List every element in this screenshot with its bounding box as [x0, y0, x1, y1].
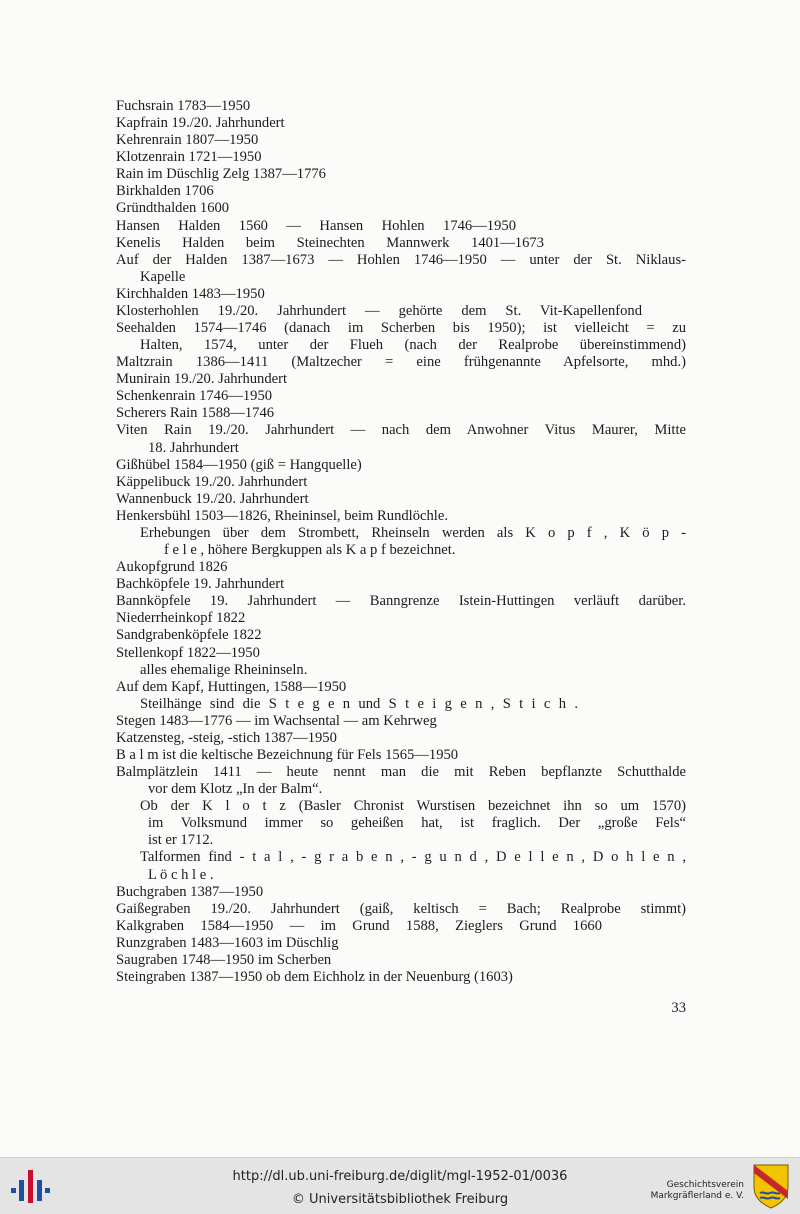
text-line: Halten, 1574, unter der Flueh (nach der Realprobe übereinstimmend) [140, 337, 686, 354]
text-line: Bachköpfele 19. Jahrhundert [116, 576, 285, 593]
text-line: Sandgrabenköpfele 1822 [116, 627, 262, 644]
text-line: Rain im Düschlig Zelg 1387—1776 [116, 166, 326, 183]
text-line: Gißhübel 1584—1950 (giß = Hangquelle) [116, 456, 362, 473]
text-line: Ob der K l o t z (Basler Chronist Wurstisen bezeichnet ihn so um 1570) [140, 798, 686, 815]
text-line: im Volksmund immer so geheißen hat, ist fraglich. Der „große Fels“ [148, 815, 686, 832]
text-line: Wannenbuck 19./20. Jahrhundert [116, 490, 309, 507]
text-line: vor dem Klotz „In der Balm“. [148, 781, 323, 798]
text-line: Gründthalden 1600 [116, 200, 230, 217]
text-line: Saugraben 1748—1950 im Scherben [116, 951, 332, 968]
text-line: Auf dem Kapf, Huttingen, 1588—1950 [116, 678, 347, 695]
text-line: Käppelibuck 19./20. Jahrhundert [116, 473, 308, 490]
text-line: Kirchhalden 1483—1950 [116, 285, 265, 302]
text-line: alles ehemalige Rheininseln. [140, 661, 308, 678]
text-line: Niederrheinkopf 1822 [116, 610, 246, 627]
text-line: Aukopfgrund 1826 [116, 559, 228, 576]
text-line: Erhebungen über dem Strombett, Rheinseln werden als K o p f , K ö p - [140, 524, 686, 541]
text-line: Buchgraben 1387—1950 [116, 883, 264, 900]
text-line: Auf der Halden 1387—1673 — Hohlen 1746—1950 — unter der St. Niklaus- [116, 251, 686, 268]
text-line: Talformen find - t a l , - g r a b e n , - g u n d , D e l l e n , D o h l e n , [140, 849, 686, 866]
text-line: Steingraben 1387—1950 ob dem Eichholz in der Neuenburg (1603) [116, 968, 513, 985]
text-line: Birkhalden 1706 [116, 183, 214, 200]
text-line: Stegen 1483—1776 — im Wachsental — am Kehrweg [116, 712, 437, 729]
footer-url-link[interactable]: http://dl.ub.uni-freiburg.de/diglit/mgl-1952-01/0036 [232, 1169, 568, 1184]
text-line: Kenelis Halden beim Steinechten Mannwerk 1401—1673 [116, 234, 544, 251]
text-line: Balmplätzlein 1411 — heute nennt man die mit Reben bepflanzte Schutthalde [116, 764, 686, 781]
text-line: Munirain 19./20. Jahrhundert [116, 371, 288, 388]
text-line: Fuchsrain 1783—1950 [116, 98, 251, 114]
text-line: 18. Jahrhundert [148, 439, 239, 456]
text-line: Hansen Halden 1560 — Hansen Hohlen 1746—1950 [116, 217, 516, 234]
text-line: Kapfrain 19./20. Jahrhundert [116, 115, 285, 132]
text-line: Kapelle [140, 268, 186, 285]
text-line: Stellenkopf 1822—1950 [116, 644, 260, 661]
text-line: Scherers Rain 1588—1746 [116, 405, 275, 422]
text-line: Kehrenrain 1807—1950 [116, 132, 259, 149]
text-line: Maltzrain 1386—1411 (Maltzecher = eine frühgenannte Apfelsorte, mhd.) [116, 354, 686, 371]
text-line: Runzgraben 1483—1603 im Düschlig [116, 934, 339, 951]
footer-copyright: © Universitätsbibliothek Freiburg [291, 1192, 509, 1207]
text-line: Klosterhohlen 19./20. Jahrhundert — gehörte dem St. Vit-Kapellenfond [116, 302, 642, 319]
org-name-line-1: Geschichtsverein [666, 1180, 744, 1190]
text-line: Steilhänge sind die S t e g e n und S t e i g e n , S t i c h . [140, 695, 578, 712]
text-line: Kalkgraben 1584—1950 — im Grund 1588, Zieglers Grund 1660 [116, 917, 602, 934]
page-number: 33 [671, 1000, 686, 1016]
text-line: B a l m ist die keltische Bezeichnung für Fels 1565—1950 [116, 746, 459, 763]
text-line: ist er 1712. [148, 832, 214, 849]
coat-of-arms-icon [752, 1163, 790, 1209]
footer-organization [604, 1180, 744, 1202]
text-line: f e l e , höhere Bergkuppen als K a p f bezeichnet. [164, 542, 456, 559]
document-text [116, 98, 686, 986]
text-line: Henkersbühl 1503—1826, Rheininsel, beim Rundlöchle. [116, 507, 448, 524]
org-name-line-2: Markgräflerland e. V. [650, 1191, 744, 1201]
text-line: Katzensteg, -steig, -stich 1387—1950 [116, 729, 337, 746]
footer-bar [0, 1157, 800, 1214]
text-line: Viten Rain 19./20. Jahrhundert — nach dem Anwohner Vitus Maurer, Mitte [116, 422, 686, 439]
text-line: Seehalden 1574—1746 (danach im Scherben bis 1950); ist vielleicht = zu [116, 320, 686, 337]
text-line: Bannköpfele 19. Jahrhundert — Banngrenze Istein-Huttingen verläuft darüber. [116, 593, 686, 610]
text-line: Klotzenrain 1721—1950 [116, 149, 262, 166]
text-line: Gaißegraben 19./20. Jahrhundert (gaiß, keltisch = Bach; Realprobe stimmt) [116, 900, 686, 917]
text-line: Schenkenrain 1746—1950 [116, 388, 273, 405]
text-line: L ö c h l e . [148, 866, 214, 883]
